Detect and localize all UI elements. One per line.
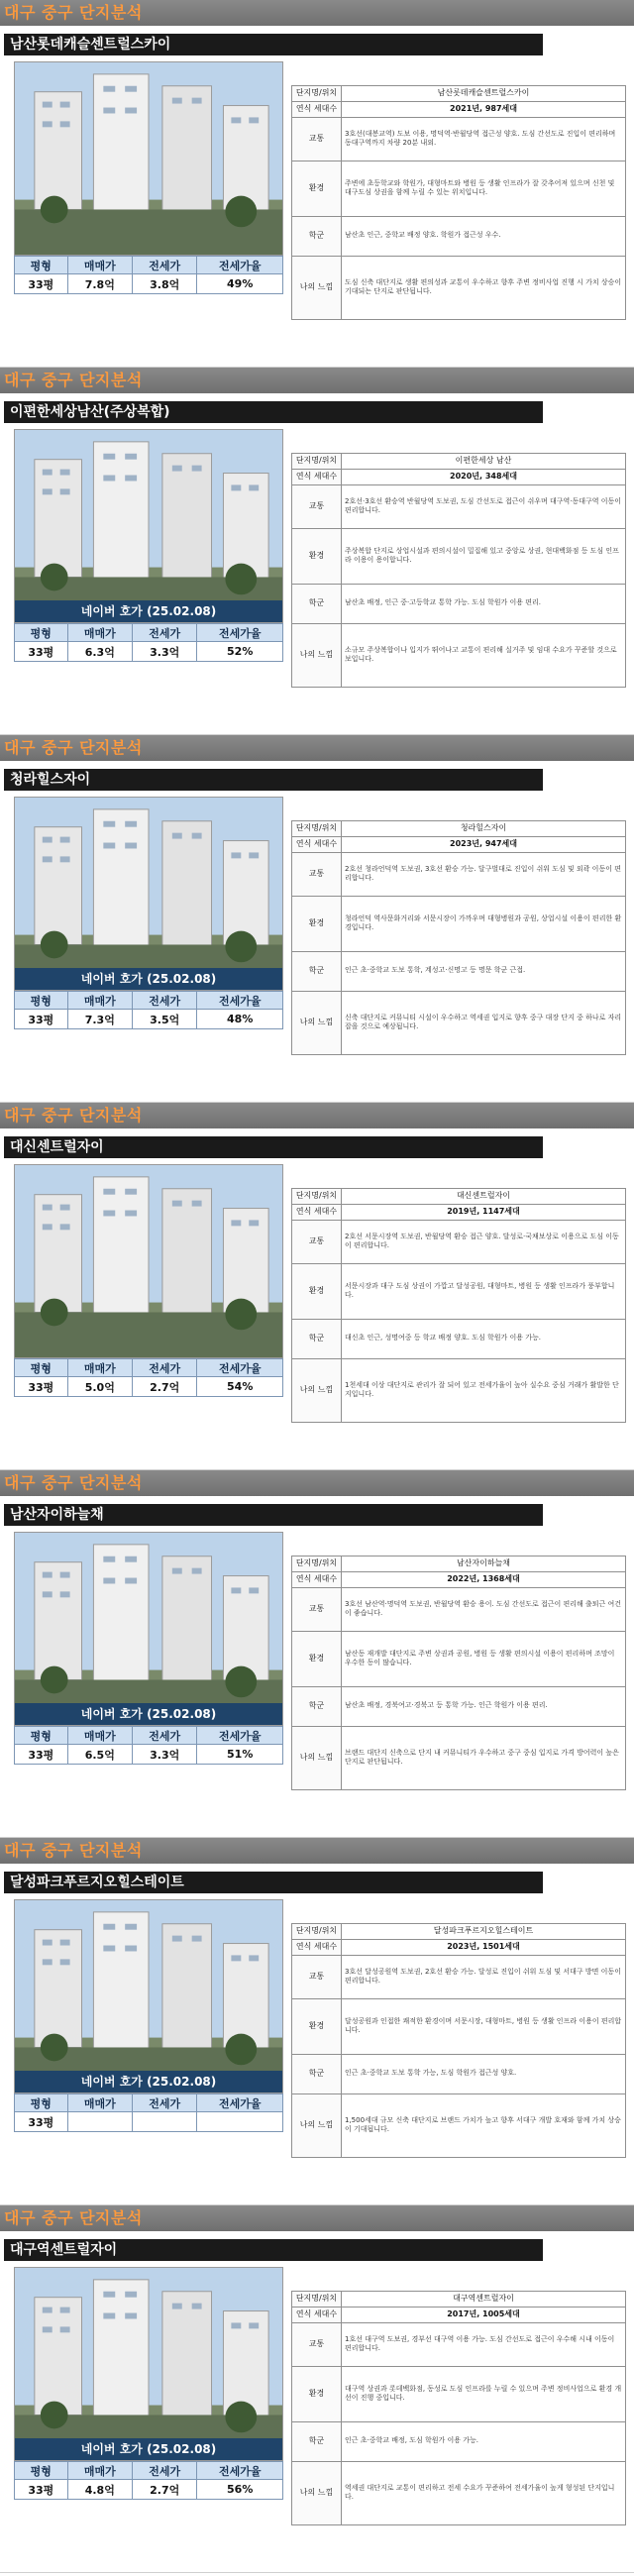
environment-label: 환경 [292,896,342,951]
price-caption: 네이버 호가 (25.02.08) [15,2438,282,2460]
opinion-label: 나의 느낌 [292,623,342,687]
opinion-text: 소규모 주상복합이나 입지가 뛰어나고 교통이 편리해 실거주 및 임대 수요가 꾸준할 것으로 보입니다. [342,623,626,687]
environment-label: 환경 [292,1998,342,2054]
traffic-label: 교통 [292,117,342,161]
traffic-label: 교통 [292,1955,342,1998]
sale-price-value: 6.3억 [67,642,132,662]
school-text: 대신초 인근, 성명여중 등 학교 배정 양호. 도심 학원가 이용 가능. [342,1319,626,1358]
rent-price-value: 2.7억 [133,2480,197,2500]
units-label: 연식 세대수 [292,1571,342,1587]
school-label: 학군 [292,2421,342,2461]
complex-name: 달성파크푸르지오힐스테이트 [342,1924,626,1940]
col-ratio-header: 전세가율 [197,1359,283,1377]
complex-title: 청라힐스자이 [4,769,543,791]
area-value: 33평 [15,1010,68,1029]
year-units-value: 2020년, 348세대 [342,469,626,484]
apartment-photo-illustration [15,1165,282,1357]
traffic-label: 교통 [292,852,342,896]
complex-photo [14,797,283,991]
col-sale-header: 매매가 [67,1727,132,1745]
col-ratio-header: 전세가율 [197,624,283,642]
complex-title: 남산자이하늘채 [4,1504,543,1526]
col-ratio-header: 전세가율 [197,257,283,274]
apartment-photo-illustration [15,430,282,622]
col-ratio-header: 전세가율 [197,992,283,1010]
rent-price-value [133,2112,197,2132]
price-caption: 네이버 호가 (25.02.08) [15,968,282,990]
price-table [14,623,283,662]
name-label: 단지명/위치 [292,1556,342,1572]
sale-price-value: 6.5억 [67,1745,132,1765]
complex-photo [14,2267,283,2461]
col-sale-header: 매매가 [67,1359,132,1377]
col-rent-header: 전세가 [133,1359,197,1377]
price-caption: 네이버 호가 (25.02.08) [15,2071,282,2093]
traffic-text: 3호선(대봉교역) 도보 이용, 명덕역·반월당역 접근성 양호. 도심 간선도로 진입이 편리하며 동대구역까지 차량 20분 내외. [342,117,626,161]
price-table [14,1358,283,1397]
traffic-text: 3호선 남산역·명덕역 도보권, 반월당역 환승 용이. 도심 간선도로 접근이 편리해 출퇴근 여건이 좋습니다. [342,1587,626,1631]
units-label: 연식 세대수 [292,469,342,484]
col-rent-header: 전세가 [133,992,197,1010]
complex-section [0,2205,634,2573]
area-value: 33평 [15,2480,68,2500]
section-header: 대구 중구 단지분석 [0,1838,634,1864]
traffic-label: 교통 [292,1220,342,1263]
col-area-header: 평형 [15,1727,68,1745]
school-text: 남산초 배정, 경북여고·경북고 등 통학 가능. 인근 학원가 이용 편리. [342,1686,626,1726]
complex-title: 남산롯데캐슬센트럴스카이 [4,34,543,55]
price-table [14,2461,283,2500]
info-table [291,2291,626,2525]
apartment-photo-illustration [15,1900,282,2093]
opinion-label: 나의 느낌 [292,991,342,1054]
col-area-header: 평형 [15,2462,68,2480]
apartment-photo-illustration [15,62,282,255]
complex-name: 청라힐스자이 [342,821,626,837]
units-label: 연식 세대수 [292,1204,342,1220]
complex-name: 이편한세상 남산 [342,454,626,470]
complex-section [0,1470,634,1838]
sale-price-value: 7.3억 [67,1010,132,1029]
rent-price-value: 3.3억 [133,1745,197,1765]
name-label: 단지명/위치 [292,454,342,470]
traffic-label: 교통 [292,484,342,528]
section-header: 대구 중구 단지분석 [0,368,634,393]
col-rent-header: 전세가 [133,2462,197,2480]
environment-label: 환경 [292,1263,342,1319]
rent-ratio-value [197,2112,283,2132]
complex-photo [14,429,283,623]
complex-title: 달성파크푸르지오힐스테이트 [4,1872,543,1893]
section-header: 대구 중구 단지분석 [0,0,634,26]
info-table [291,820,626,1055]
col-area-header: 평형 [15,1359,68,1377]
opinion-label: 나의 느낌 [292,1726,342,1789]
price-table [14,991,283,1029]
complex-name: 남산롯데캐슬센트럴스카이 [342,86,626,102]
traffic-text: 2호선·3호선 환승역 반월당역 도보권, 도심 간선도로 접근이 쉬우며 대구역·동대구역 이동이 편리합니다. [342,484,626,528]
col-area-header: 평형 [15,257,68,274]
environment-text: 청라언덕 역사문화거리와 서문시장이 가까우며 대형병원과 공원, 상업시설 이용이 편리한 환경입니다. [342,896,626,951]
complex-photo [14,1532,283,1726]
info-table [291,1188,626,1423]
col-sale-header: 매매가 [67,2094,132,2112]
col-sale-header: 매매가 [67,992,132,1010]
rent-price-value: 3.5억 [133,1010,197,1029]
school-label: 학군 [292,2054,342,2093]
section-header: 대구 중구 단지분석 [0,1470,634,1496]
school-text: 남산초 배정, 인근 중·고등학교 통학 가능. 도심 학원가 이용 편리. [342,584,626,623]
environment-label: 환경 [292,161,342,216]
area-value: 33평 [15,1745,68,1765]
sale-price-value [67,2112,132,2132]
price-table [14,256,283,294]
area-value: 33평 [15,2112,68,2132]
environment-text: 주변에 초등학교와 학원가, 대형마트와 병원 등 생활 인프라가 잘 갖추어져 있으며 신천 및 대구도심 상권을 함께 누릴 수 있는 위치입니다. [342,161,626,216]
complex-title: 대구역센트럴자이 [4,2239,543,2261]
opinion-text: 도심 신축 대단지로 생활 편의성과 교통이 우수하고 향후 주변 정비사업 진행 시 가치 상승이 기대되는 단지로 판단됩니다. [342,256,626,319]
environment-label: 환경 [292,1631,342,1686]
rent-ratio-value: 52% [197,642,283,662]
environment-text: 대구역 상권과 롯데백화점, 동성로 도심 인프라를 누릴 수 있으며 주변 정비사업으로 환경 개선이 진행 중입니다. [342,2366,626,2421]
school-label: 학군 [292,216,342,256]
complex-title: 이편한세상남산(주상복합) [4,401,543,423]
environment-text: 남산동 재개발 대단지로 주변 상권과 공원, 병원 등 생활 편의시설 이용이 편리하며 조망이 우수한 동이 많습니다. [342,1631,626,1686]
environment-label: 환경 [292,528,342,584]
info-table [291,85,626,320]
year-units-value: 2022년, 1368세대 [342,1571,626,1587]
environment-text: 서문시장과 대구 도심 상권이 가깝고 달성공원, 대형마트, 병원 등 생활 인프라가 풍부합니다. [342,1263,626,1319]
school-label: 학군 [292,584,342,623]
area-value: 33평 [15,274,68,294]
sale-price-value: 7.8억 [67,274,132,294]
col-rent-header: 전세가 [133,2094,197,2112]
col-sale-header: 매매가 [67,257,132,274]
col-ratio-header: 전세가율 [197,2462,283,2480]
price-table [14,2093,283,2132]
rent-price-value: 2.7억 [133,1377,197,1397]
col-area-header: 평형 [15,2094,68,2112]
units-label: 연식 세대수 [292,2307,342,2322]
opinion-text: 1,500세대 규모 신축 대단지로 브랜드 가치가 높고 향후 서대구 개발 호재와 함께 가치 상승이 기대됩니다. [342,2093,626,2157]
name-label: 단지명/위치 [292,821,342,837]
rent-ratio-value: 49% [197,274,283,294]
info-table [291,1923,626,2158]
units-label: 연식 세대수 [292,101,342,117]
section-header: 대구 중구 단지분석 [0,1103,634,1128]
price-caption: 네이버 호가 (25.02.08) [15,600,282,622]
sale-price-value: 5.0억 [67,1377,132,1397]
school-text: 인근 초·중학교 배정, 도심 학원가 이용 가능. [342,2421,626,2461]
section-header: 대구 중구 단지분석 [0,735,634,761]
rent-price-value: 3.8억 [133,274,197,294]
traffic-text: 2호선 서문시장역 도보권, 반월당역 환승 접근 양호. 달성로·국채보상로 이용으로 도심 이동이 편리합니다. [342,1220,626,1263]
complex-photo [14,1164,283,1358]
complex-photo [14,1899,283,2093]
opinion-text: 신축 대단지로 커뮤니티 시설이 우수하고 역세권 입지로 향후 중구 대장 단지 중 하나로 자리잡을 것으로 예상됩니다. [342,991,626,1054]
complex-title: 대신센트럴자이 [4,1136,543,1158]
area-value: 33평 [15,642,68,662]
rent-ratio-value: 51% [197,1745,283,1765]
traffic-label: 교통 [292,2322,342,2366]
col-area-header: 평형 [15,992,68,1010]
rent-ratio-value: 54% [197,1377,283,1397]
environment-text: 주상복합 단지로 상업시설과 편의시설이 밀집해 있고 중앙로 상권, 현대백화점 등 도심 인프라 이용이 용이합니다. [342,528,626,584]
complex-section [0,0,634,368]
complex-section [0,735,634,1103]
complex-name: 남산자이하늘채 [342,1556,626,1572]
complex-name: 대신센트럴자이 [342,1189,626,1205]
rent-price-value: 3.3억 [133,642,197,662]
price-table [14,1726,283,1765]
opinion-label: 나의 느낌 [292,2461,342,2524]
col-area-header: 평형 [15,624,68,642]
environment-text: 달성공원과 인접한 쾌적한 환경이며 서문시장, 대형마트, 병원 등 생활 인프라 이용이 편리합니다. [342,1998,626,2054]
rent-ratio-value: 48% [197,1010,283,1029]
col-rent-header: 전세가 [133,257,197,274]
year-units-value: 2023년, 947세대 [342,836,626,852]
info-table [291,453,626,688]
section-header: 대구 중구 단지분석 [0,2205,634,2231]
school-label: 학군 [292,1686,342,1726]
school-text: 인근 초·중학교 도보 통학 가능, 도심 학원가 접근성 양호. [342,2054,626,2093]
col-sale-header: 매매가 [67,624,132,642]
sale-price-value: 4.8억 [67,2480,132,2500]
name-label: 단지명/위치 [292,86,342,102]
opinion-text: 1천세대 이상 대단지로 관리가 잘 되어 있고 전세가율이 높아 실수요 중심 거래가 활발한 단지입니다. [342,1358,626,1422]
traffic-label: 교통 [292,1587,342,1631]
rent-ratio-value: 56% [197,2480,283,2500]
school-text: 인근 초·중학교 도보 통학, 계성고·신명고 등 명문 학군 근접. [342,951,626,991]
traffic-text: 2호선 청라언덕역 도보권, 3호선 환승 가능. 달구벌대로 진입이 쉬워 도심 및 외곽 이동이 편리합니다. [342,852,626,896]
traffic-text: 3호선 달성공원역 도보권, 2호선 환승 가능. 달성로 진입이 쉬워 도심 및 서대구 방면 이동이 편리합니다. [342,1955,626,1998]
col-sale-header: 매매가 [67,2462,132,2480]
name-label: 단지명/위치 [292,1189,342,1205]
year-units-value: 2023년, 1501세대 [342,1939,626,1955]
name-label: 단지명/위치 [292,2292,342,2308]
col-ratio-header: 전세가율 [197,1727,283,1745]
year-units-value: 2019년, 1147세대 [342,1204,626,1220]
opinion-label: 나의 느낌 [292,2093,342,2157]
complex-name: 대구역센트럴자이 [342,2292,626,2308]
col-rent-header: 전세가 [133,624,197,642]
opinion-label: 나의 느낌 [292,256,342,319]
apartment-photo-illustration [15,2268,282,2460]
year-units-value: 2021년, 987세대 [342,101,626,117]
complex-section [0,368,634,735]
col-rent-header: 전세가 [133,1727,197,1745]
price-caption: 네이버 호가 (25.02.08) [15,1703,282,1725]
apartment-photo-illustration [15,798,282,990]
complex-section [0,1103,634,1470]
area-value: 33평 [15,1377,68,1397]
name-label: 단지명/위치 [292,1924,342,1940]
school-label: 학군 [292,951,342,991]
opinion-label: 나의 느낌 [292,1358,342,1422]
units-label: 연식 세대수 [292,1939,342,1955]
opinion-text: 브랜드 대단지 신축으로 단지 내 커뮤니티가 우수하고 중구 중심 입지로 가격 방어력이 높은 단지로 판단됩니다. [342,1726,626,1789]
info-table [291,1556,626,1790]
units-label: 연식 세대수 [292,836,342,852]
complex-section [0,1838,634,2205]
apartment-photo-illustration [15,1533,282,1725]
col-ratio-header: 전세가율 [197,2094,283,2112]
complex-photo [14,61,283,256]
traffic-text: 1호선 대구역 도보권, 경부선 대구역 이용 가능. 도심 간선도로 접근이 우수해 시내 이동이 편리합니다. [342,2322,626,2366]
year-units-value: 2017년, 1005세대 [342,2307,626,2322]
opinion-text: 역세권 대단지로 교통이 편리하고 전세 수요가 꾸준하여 전세가율이 높게 형성된 단지입니다. [342,2461,626,2524]
environment-label: 환경 [292,2366,342,2421]
school-label: 학군 [292,1319,342,1358]
school-text: 남산초 인근, 중학교 배정 양호. 학원가 접근성 우수. [342,216,626,256]
